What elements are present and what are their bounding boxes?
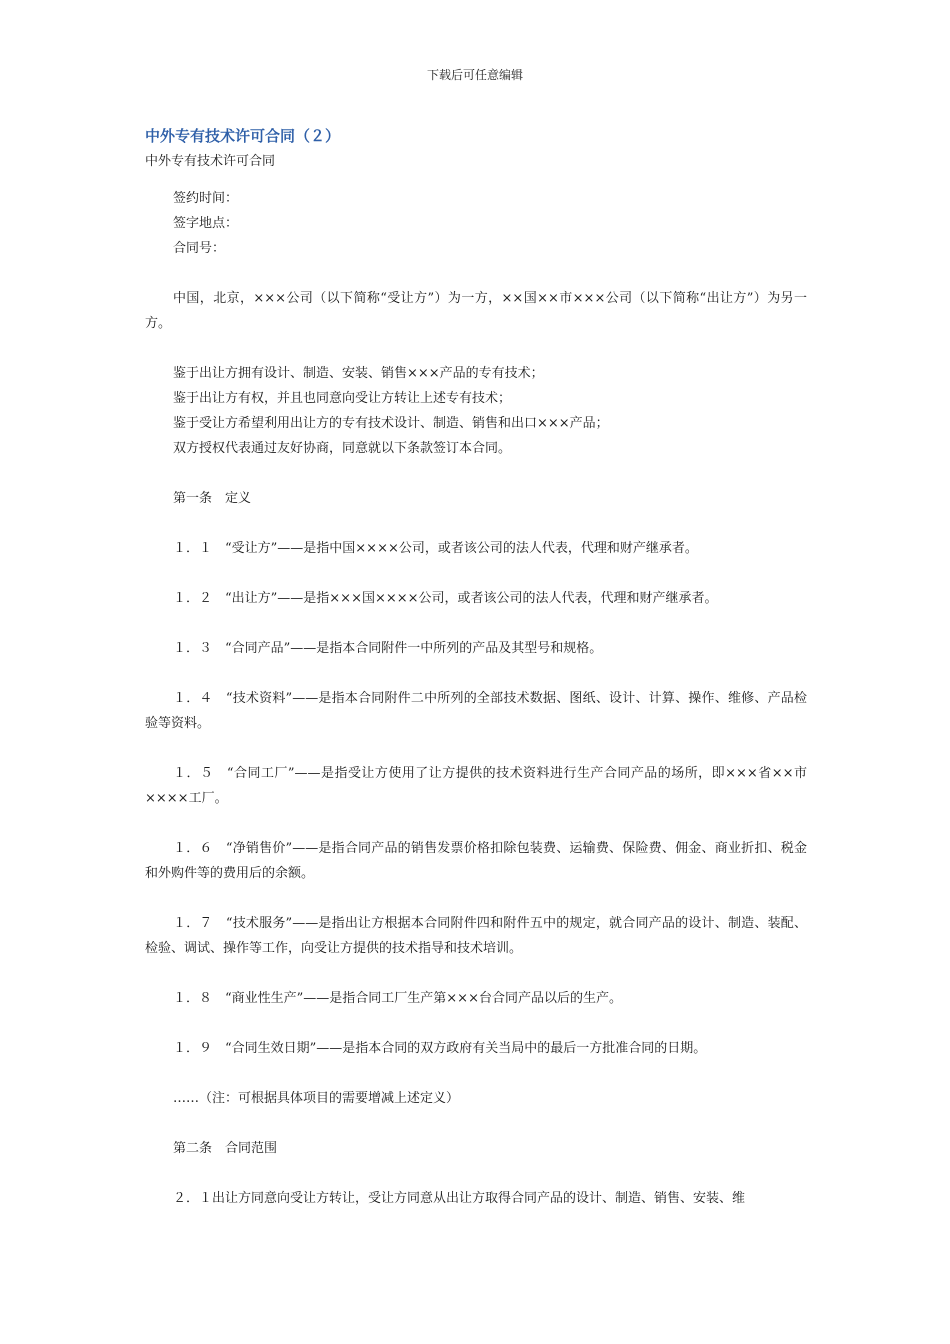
definition-1-9: １．９ “合同生效日期”——是指本合同的双方政府有关当局中的最后一方批准合同的日期。	[173, 1041, 707, 1056]
definitions-note: ……（注：可根据具体项目的需要增减上述定义）	[173, 1091, 460, 1106]
header-note: 下载后可任意编辑	[426, 68, 523, 82]
sign-time-field: 签约时间：	[173, 191, 239, 206]
document-body	[145, 124, 807, 1211]
document-title: 中外专有技术许可合同（２）	[145, 127, 341, 145]
document-subtitle: 中外专有技术许可合同	[145, 154, 276, 169]
sign-place-field: 签字地点：	[173, 216, 239, 231]
definition-1-3: １．３ “合同产品”——是指本合同附件一中所列的产品及其型号和规格。	[173, 641, 603, 656]
definition-1-2: １．２ “出让方”——是指×××国××××公司，或者该公司的法人代表，代理和财产继承者。	[173, 591, 718, 606]
definition-1-6: １．６ “净销售价”——是指合同产品的销售发票价格扣除包装费、运输费、保险费、佣金、商业折扣、税金和外购件等的费用后的余额。	[145, 841, 807, 881]
recital-1: 鉴于出让方拥有设计、制造、安装、销售×××产品的专有技术；	[173, 366, 544, 381]
definition-1-4: １．４ “技术资料”——是指本合同附件二中所列的全部技术数据、图纸、设计、计算、操作、维修、产品检验等资料。	[145, 691, 807, 731]
definition-1-1: １．１ “受让方”——是指中国××××公司，或者该公司的法人代表，代理和财产继承者。	[173, 541, 698, 556]
article-2-clause-1: ２．１出让方同意向受让方转让，受让方同意从出让方取得合同产品的设计、制造、销售、安装、维	[173, 1191, 746, 1206]
recital-2: 鉴于出让方有权，并且也同意向受让方转让上述专有技术；	[173, 391, 512, 406]
parties-paragraph: 中国，北京，×××公司（以下简称“受让方”）为一方，××国××市×××公司（以下简称“出让方”）为另一方。	[145, 291, 807, 331]
definition-1-8: １．８ “商业性生产”——是指合同工厂生产第×××台合同产品以后的生产。	[173, 991, 622, 1006]
recital-4: 双方授权代表通过友好协商，同意就以下条款签订本合同。	[173, 441, 512, 456]
definition-1-7: １．７ “技术服务”——是指出让方根据本合同附件四和附件五中的规定，就合同产品的设计、制造、装配、检验、调试、操作等工作，向受让方提供的技术指导和技术培训。	[145, 916, 807, 956]
article-2-heading: 第二条 合同范围	[173, 1141, 278, 1156]
recital-3: 鉴于受让方希望利用出让方的专有技术设计、制造、销售和出口×××产品；	[173, 416, 609, 431]
article-1-heading: 第一条 定义	[173, 491, 252, 506]
contract-number-field: 合同号：	[173, 241, 226, 256]
definition-1-5: １．５ “合同工厂”——是指受让方使用了让方提供的技术资料进行生产合同产品的场所，即×××省××市××××工厂。	[145, 766, 807, 806]
